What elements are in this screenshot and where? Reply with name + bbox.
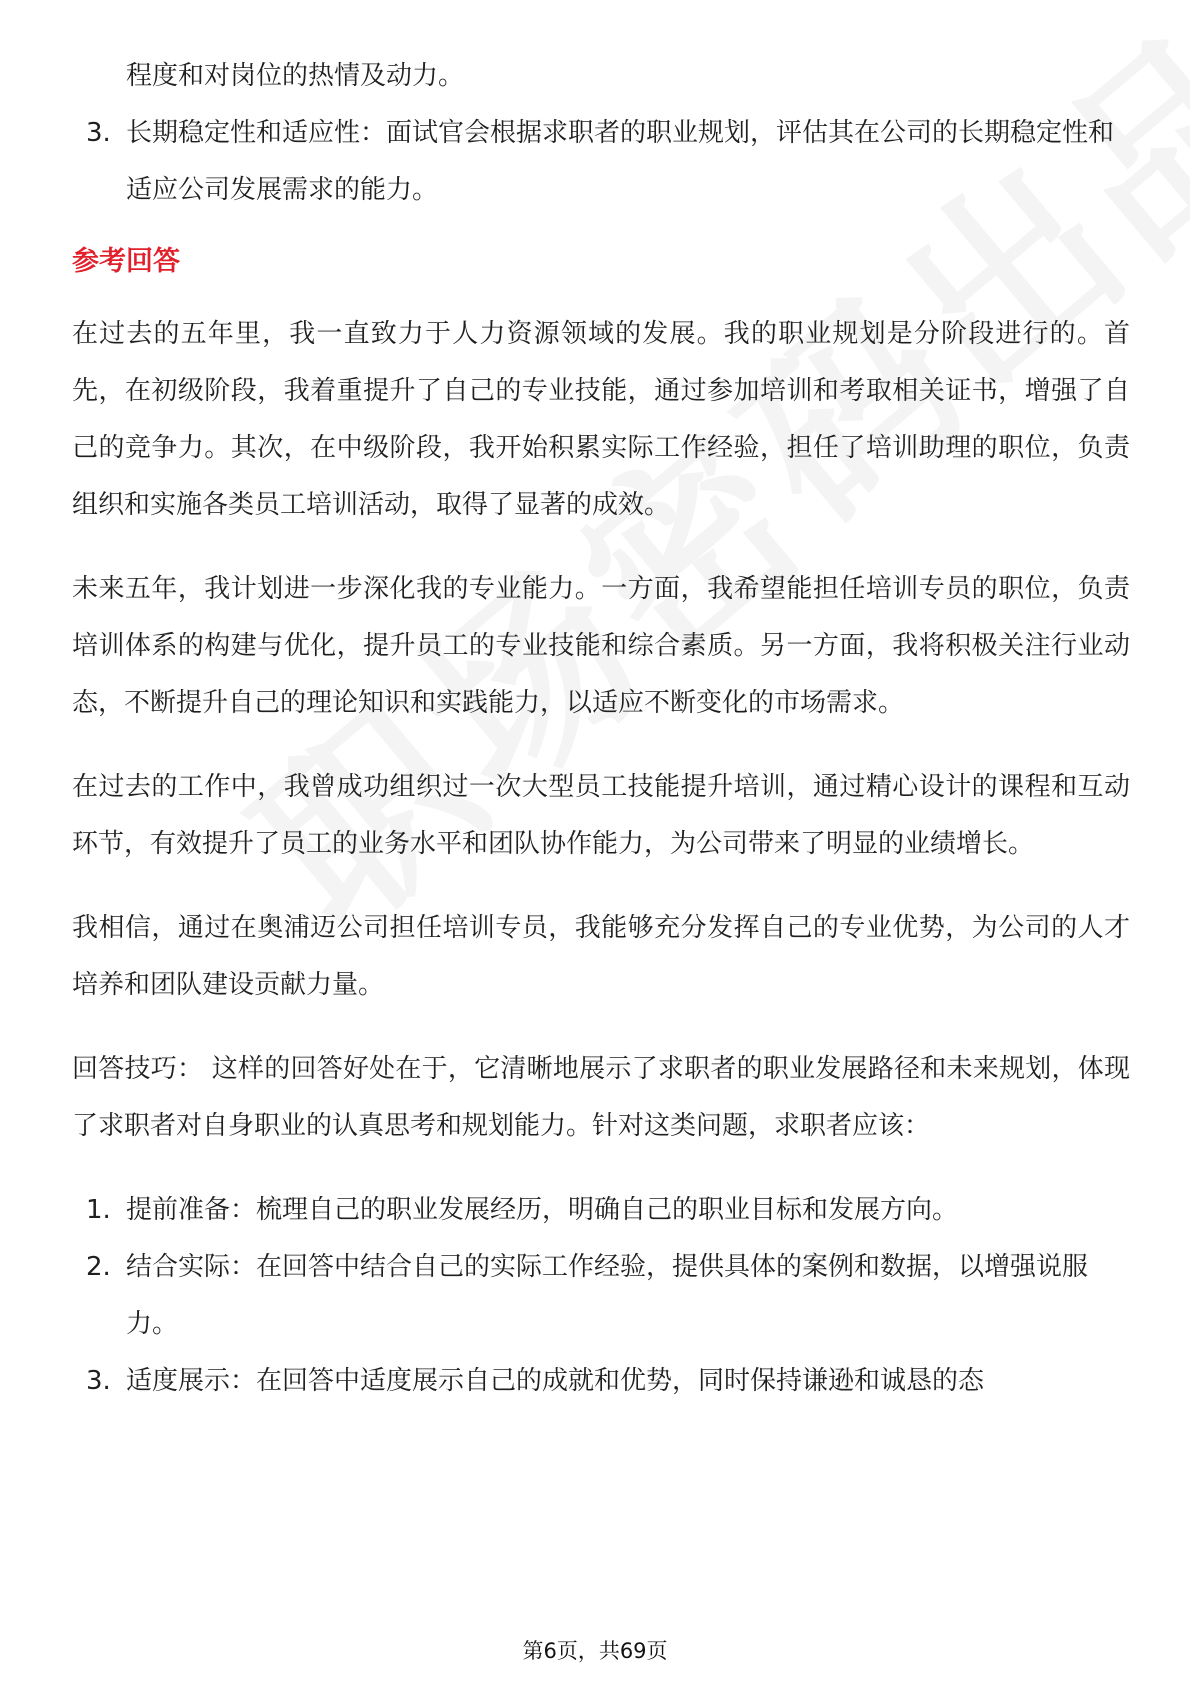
list-number: 3. <box>86 118 111 148</box>
list-item <box>72 1353 1130 1410</box>
list-number: 3. <box>86 1366 111 1396</box>
list-number: 1. <box>86 1195 111 1225</box>
document-page <box>72 48 1130 1410</box>
list-item-text: 适度展示：在回答中适度展示自己的成就和优势，同时保持谦逊和诚恳的态 <box>126 1366 985 1396</box>
page-footer: 第6页，共69页 <box>522 1639 668 1663</box>
answer-paragraph: 我相信，通过在奥浦迈公司担任培训专员，我能够充分发挥自己的专业优势，为公司的人才培养和团队建设贡献力量。 <box>72 913 1130 1000</box>
answer-paragraph: 未来五年，我计划进一步深化我的专业能力。一方面，我希望能担任培训专员的职位，负责培训体系的构建与优化，提升员工的专业技能和综合素质。另一方面，我将积极关注行业动态，不断提升自己的理论知识和实践能力，以适应不断变化的市场需求。 <box>72 574 1130 718</box>
list-item-text: 长期稳定性和适应性：面试官会根据求职者的职业规划，评估其在公司的长期稳定性和适应公司发展需求的能力。 <box>126 118 1115 205</box>
list-item <box>72 1239 1130 1353</box>
list-item <box>72 105 1130 219</box>
list-item-text: 提前准备：梳理自己的职业发展经历，明确自己的职业目标和发展方向。 <box>126 1195 959 1225</box>
answer-paragraph: 在过去的五年里，我一直致力于人力资源领域的发展。我的职业规划是分阶段进行的。首先，在初级阶段，我着重提升了自己的专业技能，通过参加培训和考取相关证书，增强了自己的竞争力。其次，在中级阶段，我开始积累实际工作经验，担任了培训助理的职位，负责组织和实施各类员工培训活动，取得了显著的成效。 <box>72 319 1130 520</box>
tips-paragraph: 回答技巧： 这样的回答好处在于，它清晰地展示了求职者的职业发展路径和未来规划，体现了求职者对自身职业的认真思考和规划能力。针对这类问题，求职者应该： <box>72 1054 1130 1141</box>
list-number: 2. <box>86 1252 111 1282</box>
list-item <box>72 48 1130 105</box>
list-item-text: 程度和对岗位的热情及动力。 <box>126 61 465 91</box>
tips-list <box>72 1182 1130 1410</box>
answer-paragraph: 在过去的工作中，我曾成功组织过一次大型员工技能提升培训，通过精心设计的课程和互动环节，有效提升了员工的业务水平和团队协作能力，为公司带来了明显的业绩增长。 <box>72 772 1130 859</box>
list-item-text: 结合实际：在回答中结合自己的实际工作经验，提供具体的案例和数据，以增强说服力。 <box>126 1252 1089 1339</box>
intro-list <box>72 48 1130 219</box>
list-item <box>72 1182 1130 1239</box>
section-title: 参考回答 <box>72 246 180 277</box>
